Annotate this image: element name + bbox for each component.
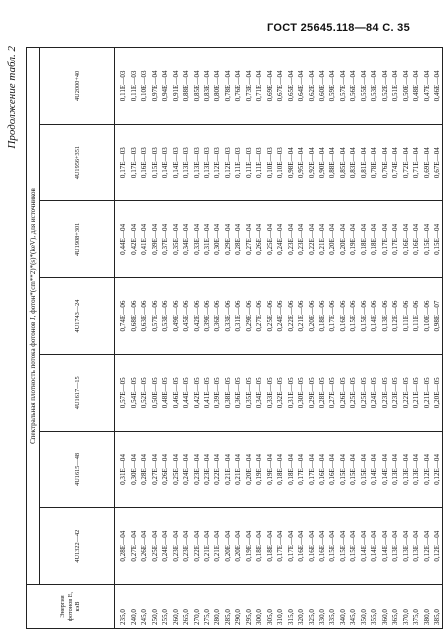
- flux-value-cell: 0,91E—04: [171, 48, 181, 125]
- flux-value-cell: 0,21E—05: [422, 354, 432, 431]
- flux-value-cell: 0,17E—03: [115, 124, 129, 201]
- flux-value-cell: 0,31E—06: [233, 278, 243, 355]
- table-row: [401, 48, 411, 629]
- flux-value-cell: 0,25E—04: [150, 508, 160, 585]
- flux-value-cell: 0,56E—04: [348, 48, 358, 125]
- flux-value-cell: 0,26E—04: [139, 508, 149, 585]
- flux-value-cell: 0,18E—04: [359, 201, 369, 278]
- flux-value-cell: 0,47E—04: [422, 48, 432, 125]
- flux-value-cell: 0,42E—05: [192, 354, 202, 431]
- flux-value-cell: 0,55E—04: [359, 48, 369, 125]
- flux-value-cell: 0,73E—04: [244, 48, 254, 125]
- flux-value-cell: 0,21E—04: [212, 508, 222, 585]
- flux-value-cell: 0,21E—04: [223, 431, 233, 508]
- table-row: [129, 48, 139, 629]
- flux-value-cell: 0,10E—03: [139, 48, 149, 125]
- flux-value-cell: 0,33E—06: [223, 278, 233, 355]
- flux-value-cell: 0,78E—04: [223, 48, 233, 125]
- flux-value-cell: 0,69E—04: [265, 48, 275, 125]
- table-row: [390, 48, 400, 629]
- flux-value-cell: 0,10E—06: [422, 278, 432, 355]
- flux-value-cell: 0,24E—06: [275, 278, 285, 355]
- flux-value-cell: 0,11E—03: [233, 124, 243, 201]
- flux-value-cell: 0,50E—04: [401, 48, 411, 125]
- flux-value-cell: 0,14E—04: [369, 508, 379, 585]
- flux-value-cell: 0,16E—04: [307, 508, 317, 585]
- table-row: [359, 48, 369, 629]
- energy-cell: 300,0: [254, 585, 264, 629]
- flux-value-cell: 0,49E—06: [171, 278, 181, 355]
- flux-value-cell: 0,51E—04: [390, 48, 400, 125]
- flux-value-cell: 0,15E—04: [359, 431, 369, 508]
- flux-value-cell: 0,27E—06: [254, 278, 264, 355]
- energy-cell: 375,0: [411, 585, 421, 629]
- flux-value-cell: 0,15E—04: [432, 201, 443, 278]
- flux-value-cell: 0,18E—06: [317, 278, 327, 355]
- flux-value-cell: 0,12E—04: [432, 508, 443, 585]
- flux-value-cell: 0,16E—04: [296, 508, 306, 585]
- flux-value-cell: 0,17E—04: [380, 201, 390, 278]
- flux-value-cell: 0,11E—06: [401, 278, 411, 355]
- flux-value-cell: 0,27E—05: [327, 354, 337, 431]
- flux-value-cell: 0,30E—05: [296, 354, 306, 431]
- flux-value-cell: 0,53E—04: [369, 48, 379, 125]
- table-row: [275, 48, 285, 629]
- energy-cell: 290,0: [233, 585, 243, 629]
- flux-value-cell: 0,31E—04: [202, 201, 212, 278]
- energy-cell: 255,0: [160, 585, 170, 629]
- table-row: [422, 48, 432, 629]
- flux-value-cell: 0,27E—04: [244, 201, 254, 278]
- flux-value-cell: 0,65E—04: [286, 48, 296, 125]
- flux-value-cell: 0,29E—06: [244, 278, 254, 355]
- energy-cell: 310,0: [275, 585, 285, 629]
- flux-value-cell: 0,11E—03: [254, 124, 264, 201]
- flux-value-cell: 0,90E—04: [317, 124, 327, 201]
- flux-value-cell: 0,20E—06: [307, 278, 317, 355]
- flux-value-cell: 0,26E—04: [160, 431, 170, 508]
- flux-value-cell: 0,23E—04: [202, 431, 212, 508]
- energy-cell: 325,0: [307, 585, 317, 629]
- flux-value-cell: 0,16E—04: [317, 508, 327, 585]
- energy-cell: 260,0: [171, 585, 181, 629]
- flux-value-cell: 0,32E—05: [275, 354, 285, 431]
- flux-value-cell: 0,14E—04: [380, 508, 390, 585]
- energy-cell: 380,0: [422, 585, 432, 629]
- flux-value-cell: 0,28E—04: [233, 201, 243, 278]
- flux-value-cell: 0,83E—04: [348, 124, 358, 201]
- table-row: [160, 48, 170, 629]
- flux-value-cell: 0,33E—05: [265, 354, 275, 431]
- flux-value-cell: 0,88E—04: [327, 124, 337, 201]
- table-row: [233, 48, 243, 629]
- flux-value-cell: 0,13E—04: [411, 431, 421, 508]
- flux-value-cell: 0,13E—03: [192, 124, 202, 201]
- flux-value-cell: 0,24E—04: [160, 508, 170, 585]
- flux-value-cell: 0,64E—04: [296, 48, 306, 125]
- energy-cell: 355,0: [369, 585, 379, 629]
- table-row: [327, 48, 337, 629]
- flux-value-cell: 0,18E—04: [265, 508, 275, 585]
- table-row: [286, 48, 296, 629]
- flux-value-cell: 0,48E—04: [411, 48, 421, 125]
- flux-value-cell: 0,25E—05: [348, 354, 358, 431]
- flux-value-cell: 0,12E—03: [223, 124, 233, 201]
- flux-value-cell: 0,24E—04: [275, 201, 285, 278]
- table-row: [202, 48, 212, 629]
- flux-value-cell: 0,20E—04: [223, 508, 233, 585]
- flux-value-cell: 0,16E—04: [411, 201, 421, 278]
- flux-value-cell: 0,94E—04: [160, 48, 170, 125]
- energy-cell: 295,0: [244, 585, 254, 629]
- source-header-row: [40, 48, 115, 629]
- flux-value-cell: 0,48E—05: [160, 354, 170, 431]
- flux-value-cell: 0,30E—04: [129, 431, 139, 508]
- table-row: [212, 48, 222, 629]
- flux-value-cell: 0,42E—04: [129, 201, 139, 278]
- flux-value-cell: 0,28E—04: [139, 431, 149, 508]
- table-row: [265, 48, 275, 629]
- flux-value-cell: 0,34E—05: [254, 354, 264, 431]
- flux-value-cell: 0,30E—04: [212, 201, 222, 278]
- source-column-header: 4U1743—24: [40, 278, 115, 355]
- flux-value-cell: 0,12E—04: [432, 431, 443, 508]
- flux-value-cell: 0,17E—04: [307, 431, 317, 508]
- flux-value-cell: 0,18E—04: [369, 201, 379, 278]
- flux-value-cell: 0,27E—04: [150, 431, 160, 508]
- flux-value-cell: 0,15E—04: [348, 508, 358, 585]
- flux-value-cell: 0,16E—04: [327, 431, 337, 508]
- flux-value-cell: 0,60E—04: [317, 48, 327, 125]
- energy-cell: 250,0: [150, 585, 160, 629]
- page-header: ГОСТ 25645.118—84 С. 35: [267, 22, 410, 34]
- energy-cell: 315,0: [286, 585, 296, 629]
- energy-cell: 340,0: [338, 585, 348, 629]
- flux-value-cell: 0,17E—06: [327, 278, 337, 355]
- flux-value-cell: 0,17E—04: [296, 431, 306, 508]
- flux-value-cell: 0,26E—05: [338, 354, 348, 431]
- flux-value-cell: 0,14E—03: [160, 124, 170, 201]
- flux-value-cell: 0,14E—04: [369, 431, 379, 508]
- flux-value-cell: 0,24E—05: [369, 354, 379, 431]
- flux-value-cell: 0,25E—06: [265, 278, 275, 355]
- flux-value-cell: 0,74E—04: [390, 124, 400, 201]
- flux-value-cell: 0,27E—04: [129, 508, 139, 585]
- flux-value-cell: 0,12E—03: [212, 124, 222, 201]
- flux-value-cell: 0,92E—04: [307, 124, 317, 201]
- flux-value-cell: 0,41E—04: [139, 201, 149, 278]
- flux-value-cell: 0,46E—04: [432, 48, 443, 125]
- flux-value-cell: 0,12E—04: [422, 508, 432, 585]
- table-row: [139, 48, 149, 629]
- flux-value-cell: 0,98E—07: [432, 278, 443, 355]
- energy-column-header: Энергия фотонов E, кэВ: [27, 585, 115, 629]
- flux-value-cell: 0,13E—03: [202, 124, 212, 201]
- flux-value-cell: 0,11E—03: [244, 124, 254, 201]
- flux-value-cell: 0,14E—04: [380, 431, 390, 508]
- table-row: [115, 48, 129, 629]
- flux-value-cell: 0,57E—04: [338, 48, 348, 125]
- energy-cell: 240,0: [129, 585, 139, 629]
- flux-value-cell: 0,15E—06: [348, 278, 358, 355]
- table-row: [307, 48, 317, 629]
- flux-value-cell: 0,21E—05: [411, 354, 421, 431]
- flux-value-cell: 0,69E—04: [422, 124, 432, 201]
- flux-value-cell: 0,57E—05: [115, 354, 129, 431]
- spectral-density-header: Спектральная плотность потока фотонов J, фотон*(сm**2)*(s)*(keV), для источников: [27, 48, 40, 585]
- table-row: [432, 48, 443, 629]
- flux-value-cell: 0,33E—04: [192, 201, 202, 278]
- table-row: [369, 48, 379, 629]
- table-body: [115, 48, 443, 629]
- source-column-header: 4U1322—42: [40, 508, 115, 585]
- flux-value-cell: 0,15E—04: [422, 201, 432, 278]
- source-column-header: 4U1908+301: [40, 201, 115, 278]
- table-header: [27, 48, 115, 629]
- table-row: [254, 48, 264, 629]
- energy-cell: 385,0: [432, 585, 443, 629]
- table-row: [181, 48, 191, 629]
- energy-cell: 285,0: [223, 585, 233, 629]
- flux-value-cell: 0,19E—04: [254, 431, 264, 508]
- flux-value-cell: 0,20E—04: [233, 508, 243, 585]
- flux-value-cell: 0,59E—04: [327, 48, 337, 125]
- flux-value-cell: 0,19E—04: [244, 508, 254, 585]
- flux-value-cell: 0,46E—05: [171, 354, 181, 431]
- energy-cell: 275,0: [202, 585, 212, 629]
- flux-value-cell: 0,98E—04: [286, 124, 296, 201]
- flux-value-cell: 0,23E—05: [390, 354, 400, 431]
- flux-value-cell: 0,20E—04: [327, 201, 337, 278]
- flux-value-cell: 0,29E—04: [223, 201, 233, 278]
- flux-value-cell: 0,71E—04: [254, 48, 264, 125]
- source-column-header: 4U1956+351: [40, 124, 115, 201]
- energy-cell: 320,0: [296, 585, 306, 629]
- table-row: [348, 48, 358, 629]
- flux-value-cell: 0,52E—05: [139, 354, 149, 431]
- flux-value-cell: 0,15E—04: [338, 431, 348, 508]
- flux-value-cell: 0,85E—04: [338, 124, 348, 201]
- flux-value-cell: 0,17E—04: [286, 508, 296, 585]
- flux-value-cell: 0,68E—06: [129, 278, 139, 355]
- flux-value-cell: 0,39E—06: [202, 278, 212, 355]
- flux-value-cell: 0,34E—04: [181, 201, 191, 278]
- flux-value-cell: 0,13E—06: [380, 278, 390, 355]
- flux-value-cell: 0,23E—04: [181, 508, 191, 585]
- flux-value-cell: 0,16E—03: [139, 124, 149, 201]
- flux-value-cell: 0,22E—04: [212, 431, 222, 508]
- flux-value-cell: 0,23E—04: [296, 201, 306, 278]
- energy-cell: 370,0: [401, 585, 411, 629]
- flux-value-cell: 0,17E—04: [390, 201, 400, 278]
- flux-value-cell: 0,18E—04: [286, 431, 296, 508]
- energy-cell: 235,0: [115, 585, 129, 629]
- flux-value-cell: 0,21E—04: [202, 508, 212, 585]
- flux-value-cell: 0,25E—05: [359, 354, 369, 431]
- flux-value-cell: 0,16E—04: [401, 201, 411, 278]
- source-column-header: 4U1617—15: [40, 354, 115, 431]
- spectral-density-table: [26, 47, 443, 629]
- flux-value-cell: 0,74E—06: [115, 278, 129, 355]
- table-row: [150, 48, 160, 629]
- flux-value-cell: 0,72E—04: [401, 124, 411, 201]
- flux-value-cell: 0,97E—04: [150, 48, 160, 125]
- flux-value-cell: 0,31E—04: [115, 431, 129, 508]
- flux-value-cell: 0,19E—04: [348, 201, 358, 278]
- flux-value-cell: 0,44E—04: [115, 201, 129, 278]
- flux-value-cell: 0,76E—04: [380, 124, 390, 201]
- flux-value-cell: 0,22E—06: [286, 278, 296, 355]
- flux-value-cell: 0,20E—04: [244, 431, 254, 508]
- rotated-table-block: [6, 38, 441, 633]
- source-column-header: 4U2000+40: [40, 48, 115, 125]
- table-row: [244, 48, 254, 629]
- flux-value-cell: 0,83E—04: [202, 48, 212, 125]
- flux-value-cell: 0,41E—05: [202, 354, 212, 431]
- flux-value-cell: 0,13E—04: [411, 508, 421, 585]
- flux-value-cell: 0,17E—04: [275, 508, 285, 585]
- flux-value-cell: 0,13E—03: [181, 124, 191, 201]
- flux-value-cell: 0,12E—06: [390, 278, 400, 355]
- flux-value-cell: 0,26E—04: [254, 201, 264, 278]
- table-row: [296, 48, 306, 629]
- energy-cell: 350,0: [359, 585, 369, 629]
- flux-value-cell: 0,15E—04: [327, 508, 337, 585]
- flux-value-cell: 0,52E—04: [380, 48, 390, 125]
- flux-value-cell: 0,20E—04: [338, 201, 348, 278]
- flux-value-cell: 0,22E—04: [192, 508, 202, 585]
- flux-value-cell: 0,14E—06: [369, 278, 379, 355]
- flux-value-cell: 0,35E—04: [171, 201, 181, 278]
- flux-value-cell: 0,22E—05: [401, 354, 411, 431]
- energy-cell: 330,0: [317, 585, 327, 629]
- energy-cell: 280,0: [212, 585, 222, 629]
- flux-value-cell: 0,39E—05: [212, 354, 222, 431]
- flux-value-cell: 0,11E—03: [115, 48, 129, 125]
- flux-value-cell: 0,24E—04: [181, 431, 191, 508]
- energy-cell: 365,0: [390, 585, 400, 629]
- flux-value-cell: 0,44E—05: [181, 354, 191, 431]
- table-row: [223, 48, 233, 629]
- flux-value-cell: 0,35E—05: [244, 354, 254, 431]
- flux-value-cell: 0,15E—04: [338, 508, 348, 585]
- flux-value-cell: 0,54E—05: [129, 354, 139, 431]
- flux-value-cell: 0,45E—06: [181, 278, 191, 355]
- flux-value-cell: 0,53E—06: [160, 278, 170, 355]
- flux-value-cell: 0,16E—04: [317, 431, 327, 508]
- flux-value-cell: 0,13E—04: [401, 431, 411, 508]
- flux-value-cell: 0,25E—04: [265, 201, 275, 278]
- energy-cell: 265,0: [181, 585, 191, 629]
- flux-value-cell: 0,31E—05: [286, 354, 296, 431]
- table-row: [317, 48, 327, 629]
- flux-value-cell: 0,71E—04: [411, 124, 421, 201]
- flux-value-cell: 0,67E—04: [432, 124, 443, 201]
- flux-value-cell: 0,76E—04: [233, 48, 243, 125]
- flux-value-cell: 0,63E—06: [139, 278, 149, 355]
- flux-value-cell: 0,23E—04: [192, 431, 202, 508]
- flux-value-cell: 0,80E—04: [212, 48, 222, 125]
- flux-value-cell: 0,11E—03: [129, 48, 139, 125]
- energy-cell: 345,0: [348, 585, 358, 629]
- flux-value-cell: 0,21E—04: [317, 201, 327, 278]
- flux-value-cell: 0,22E—04: [307, 201, 317, 278]
- flux-value-cell: 0,25E—04: [171, 431, 181, 508]
- flux-value-cell: 0,28E—04: [115, 508, 129, 585]
- energy-cell: 270,0: [192, 585, 202, 629]
- flux-value-cell: 0,13E—04: [390, 431, 400, 508]
- flux-value-cell: 0,36E—05: [233, 354, 243, 431]
- table-row: [338, 48, 348, 629]
- flux-value-cell: 0,14E—04: [359, 508, 369, 585]
- flux-value-cell: 0,42E—06: [192, 278, 202, 355]
- flux-value-cell: 0,21E—04: [233, 431, 243, 508]
- flux-value-cell: 0,15E—03: [150, 124, 160, 201]
- flux-value-cell: 0,21E—06: [296, 278, 306, 355]
- flux-value-cell: 0,17E—03: [129, 124, 139, 201]
- table-continuation-label: Продолжение табл. 2: [6, 46, 18, 149]
- source-column-header: 4U1615—48: [40, 431, 115, 508]
- flux-value-cell: 0,14E—03: [171, 124, 181, 201]
- table-row: [192, 48, 202, 629]
- flux-value-cell: 0,85E—04: [192, 48, 202, 125]
- flux-value-cell: 0,19E—04: [265, 431, 275, 508]
- flux-value-cell: 0,23E—04: [286, 201, 296, 278]
- energy-cell: 245,0: [139, 585, 149, 629]
- flux-value-cell: 0,20E—05: [432, 354, 443, 431]
- flux-value-cell: 0,36E—06: [212, 278, 222, 355]
- flux-value-cell: 0,78E—04: [369, 124, 379, 201]
- flux-value-cell: 0,13E—04: [390, 508, 400, 585]
- table-row: [171, 48, 181, 629]
- table-row: [411, 48, 421, 629]
- energy-cell: 335,0: [327, 585, 337, 629]
- flux-value-cell: 0,81E—04: [359, 124, 369, 201]
- energy-cell: 360,0: [380, 585, 390, 629]
- flux-value-cell: 0,57E—06: [150, 278, 160, 355]
- flux-value-cell: 0,39E—04: [150, 201, 160, 278]
- flux-value-cell: 0,10E—03: [275, 124, 285, 201]
- flux-value-cell: 0,38E—05: [223, 354, 233, 431]
- flux-value-cell: 0,15E—06: [359, 278, 369, 355]
- flux-value-cell: 0,23E—05: [380, 354, 390, 431]
- flux-value-cell: 0,10E—03: [265, 124, 275, 201]
- flux-value-cell: 0,18E—04: [275, 431, 285, 508]
- flux-value-cell: 0,62E—04: [307, 48, 317, 125]
- flux-value-cell: 0,29E—05: [307, 354, 317, 431]
- table-row: [380, 48, 390, 629]
- flux-value-cell: 0,37E—04: [160, 201, 170, 278]
- flux-value-cell: 0,67E—04: [275, 48, 285, 125]
- flux-value-cell: 0,18E—04: [254, 508, 264, 585]
- flux-value-cell: 0,15E—04: [348, 431, 358, 508]
- flux-value-cell: 0,50E—05: [150, 354, 160, 431]
- flux-value-cell: 0,13E—04: [401, 508, 411, 585]
- flux-value-cell: 0,11E—06: [411, 278, 421, 355]
- flux-value-cell: 0,23E—04: [171, 508, 181, 585]
- energy-cell: 305,0: [265, 585, 275, 629]
- flux-value-cell: 0,88E—04: [181, 48, 191, 125]
- flux-value-cell: 0,12E—04: [422, 431, 432, 508]
- flux-value-cell: 0,28E—05: [317, 354, 327, 431]
- flux-value-cell: 0,16E—06: [338, 278, 348, 355]
- flux-value-cell: 0,95E—04: [296, 124, 306, 201]
